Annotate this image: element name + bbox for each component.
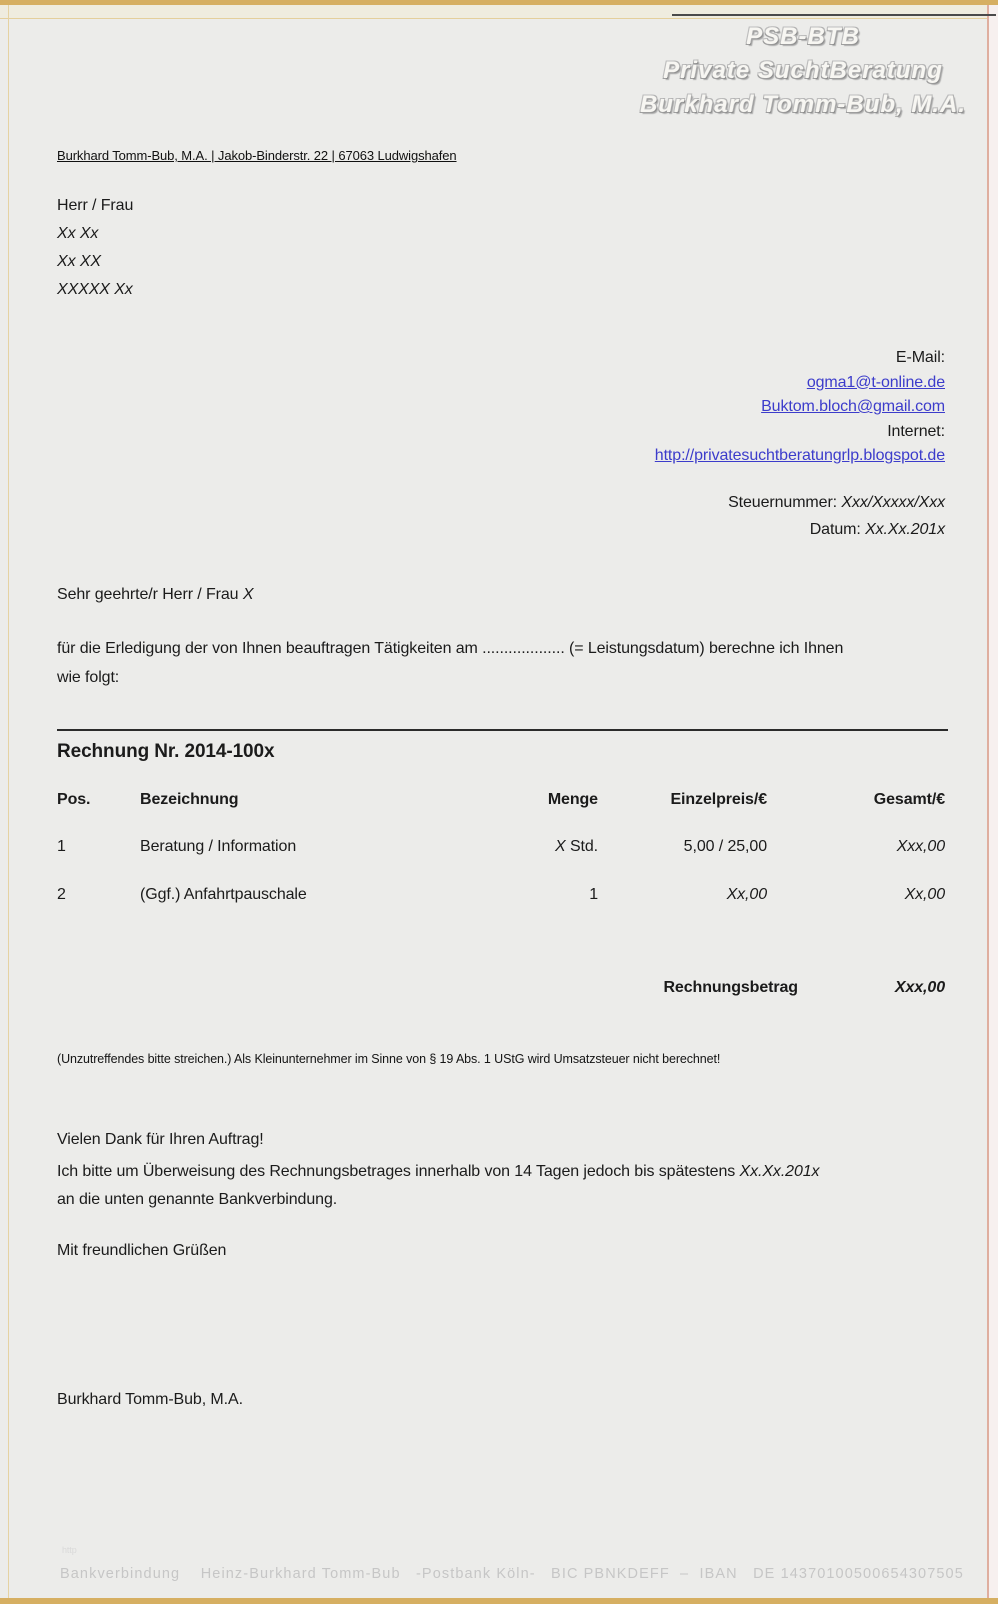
row1-qty-placeholder: X — [555, 838, 566, 855]
date-line — [728, 516, 945, 543]
col-header-total: Gesamt/€ — [873, 791, 945, 808]
section-divider-rule — [57, 729, 948, 731]
tax-number-line — [728, 489, 945, 516]
logo-line-acronym: PSB-BTB — [746, 23, 860, 50]
payment-line-2: an die unten genannte Bankverbindung. — [57, 1190, 338, 1208]
intro-paragraph — [57, 634, 843, 692]
date-value: Xx.Xx.201x — [865, 521, 945, 538]
email-label: E-Mail: — [895, 349, 945, 366]
row2-description: (Ggf.) Anfahrtpauschale — [140, 886, 307, 903]
tax-number-label: Steuernummer: — [728, 494, 838, 511]
email-link-1[interactable]: ogma1@t-online.de — [806, 373, 945, 391]
row2-unit-price: Xx,00 — [726, 886, 767, 903]
recipient-name-placeholder: Xx Xx — [57, 225, 99, 242]
recipient-address-block — [57, 192, 133, 304]
col-header-qty: Menge — [547, 791, 598, 808]
bank-details-line: Bankverbindung Heinz-Burkhard Tomm-Bub -Postbank Köln- BIC PBNKDEFF – IBAN DE 14370100500654307505 — [60, 1566, 964, 1582]
company-logo — [638, 20, 968, 122]
row1-total: Xxx,00 — [896, 838, 945, 855]
payment-date-placeholder: Xx.Xx.201x — [739, 1163, 820, 1180]
logo-line-owner: Burkhard Tomm-Bub, M.A. — [639, 91, 967, 118]
header-divider-line — [672, 14, 996, 16]
regards-line: Mit freundlichen Grüßen — [57, 1242, 227, 1259]
intro-line-1: für die Erledigung der von Ihnen beauftragen Tätigkeiten am ................... (= Leistungsdatum) berechne ich Ihnen — [57, 640, 844, 657]
date-label: Datum: — [809, 521, 861, 538]
recipient-street-placeholder: Xx XX — [57, 253, 101, 270]
internet-label: Internet: — [887, 422, 945, 440]
row1-unit-price: 5,00 / 25,00 — [683, 838, 767, 855]
row1-description: Beratung / Information — [140, 838, 297, 855]
invoice-title: Rechnung Nr. 2014-100x — [57, 741, 275, 762]
payment-line-1 — [57, 1158, 819, 1186]
greeting-text: Sehr geehrte/r Herr / Frau — [57, 586, 239, 603]
payment-prefix: Ich bitte um Überweisung des Rechnungsbetrages innerhalb von 14 Tagen jedoch bis spätestens — [57, 1163, 736, 1180]
recipient-salutation: Herr / Frau — [57, 197, 134, 214]
email-link-2[interactable]: Buktom.bloch@gmail.com — [761, 398, 945, 415]
table-row — [57, 886, 945, 908]
tax-number-value: Xxx/Xxxxx/Xxx — [841, 494, 945, 511]
total-label: Rechnungsbetrag — [663, 979, 798, 996]
row1-qty-unit: Std. — [569, 838, 598, 855]
thanks-line: Vielen Dank für Ihren Auftrag! — [57, 1131, 264, 1148]
logo-line-company: Private SuchtBeratung — [663, 57, 943, 84]
frame-bottom-border — [0, 1598, 998, 1604]
intro-line-2: wie folgt: — [57, 669, 120, 686]
greeting-line — [57, 586, 253, 604]
total-value: Xxx,00 — [894, 979, 945, 996]
meta-block — [728, 489, 945, 543]
sender-address-line: Burkhard Tomm-Bub, M.A. | Jakob-Binderstr. 22 | 67063 Ludwigshafen — [57, 148, 457, 163]
col-header-unit-price: Einzelpreis/€ — [670, 791, 767, 808]
footer-faint-text: http — [62, 1545, 77, 1555]
greeting-name-placeholder: X — [242, 586, 254, 603]
frame-left-border — [8, 5, 9, 1598]
recipient-city-placeholder: XXXXX Xx — [57, 281, 133, 298]
row2-qty: 1 — [589, 886, 598, 903]
col-header-pos: Pos. — [57, 791, 91, 808]
col-header-description: Bezeichnung — [140, 791, 239, 808]
payment-terms-paragraph — [57, 1158, 819, 1213]
invoice-total-row — [57, 979, 945, 1001]
row1-pos: 1 — [57, 838, 66, 855]
row2-pos: 2 — [57, 886, 66, 903]
table-row — [57, 838, 945, 860]
contact-block — [655, 346, 945, 469]
frame-right-border — [987, 5, 989, 1598]
frame-top-band — [0, 5, 998, 19]
signature-name: Burkhard Tomm-Bub, M.A. — [57, 1391, 243, 1408]
table-header-row — [57, 791, 945, 813]
row2-total: Xx,00 — [904, 886, 945, 903]
small-business-tax-note: (Unzutreffendes bitte streichen.) Als Kleinunternehmer im Sinne von § 19 Abs. 1 UStG wird Umsatzsteuer nicht berechnet! — [57, 1052, 721, 1066]
website-link[interactable]: http://privatesuchtberatungrlp.blogspot.de — [654, 447, 945, 464]
row1-qty — [555, 838, 598, 856]
frame-right-strip — [989, 5, 998, 1598]
